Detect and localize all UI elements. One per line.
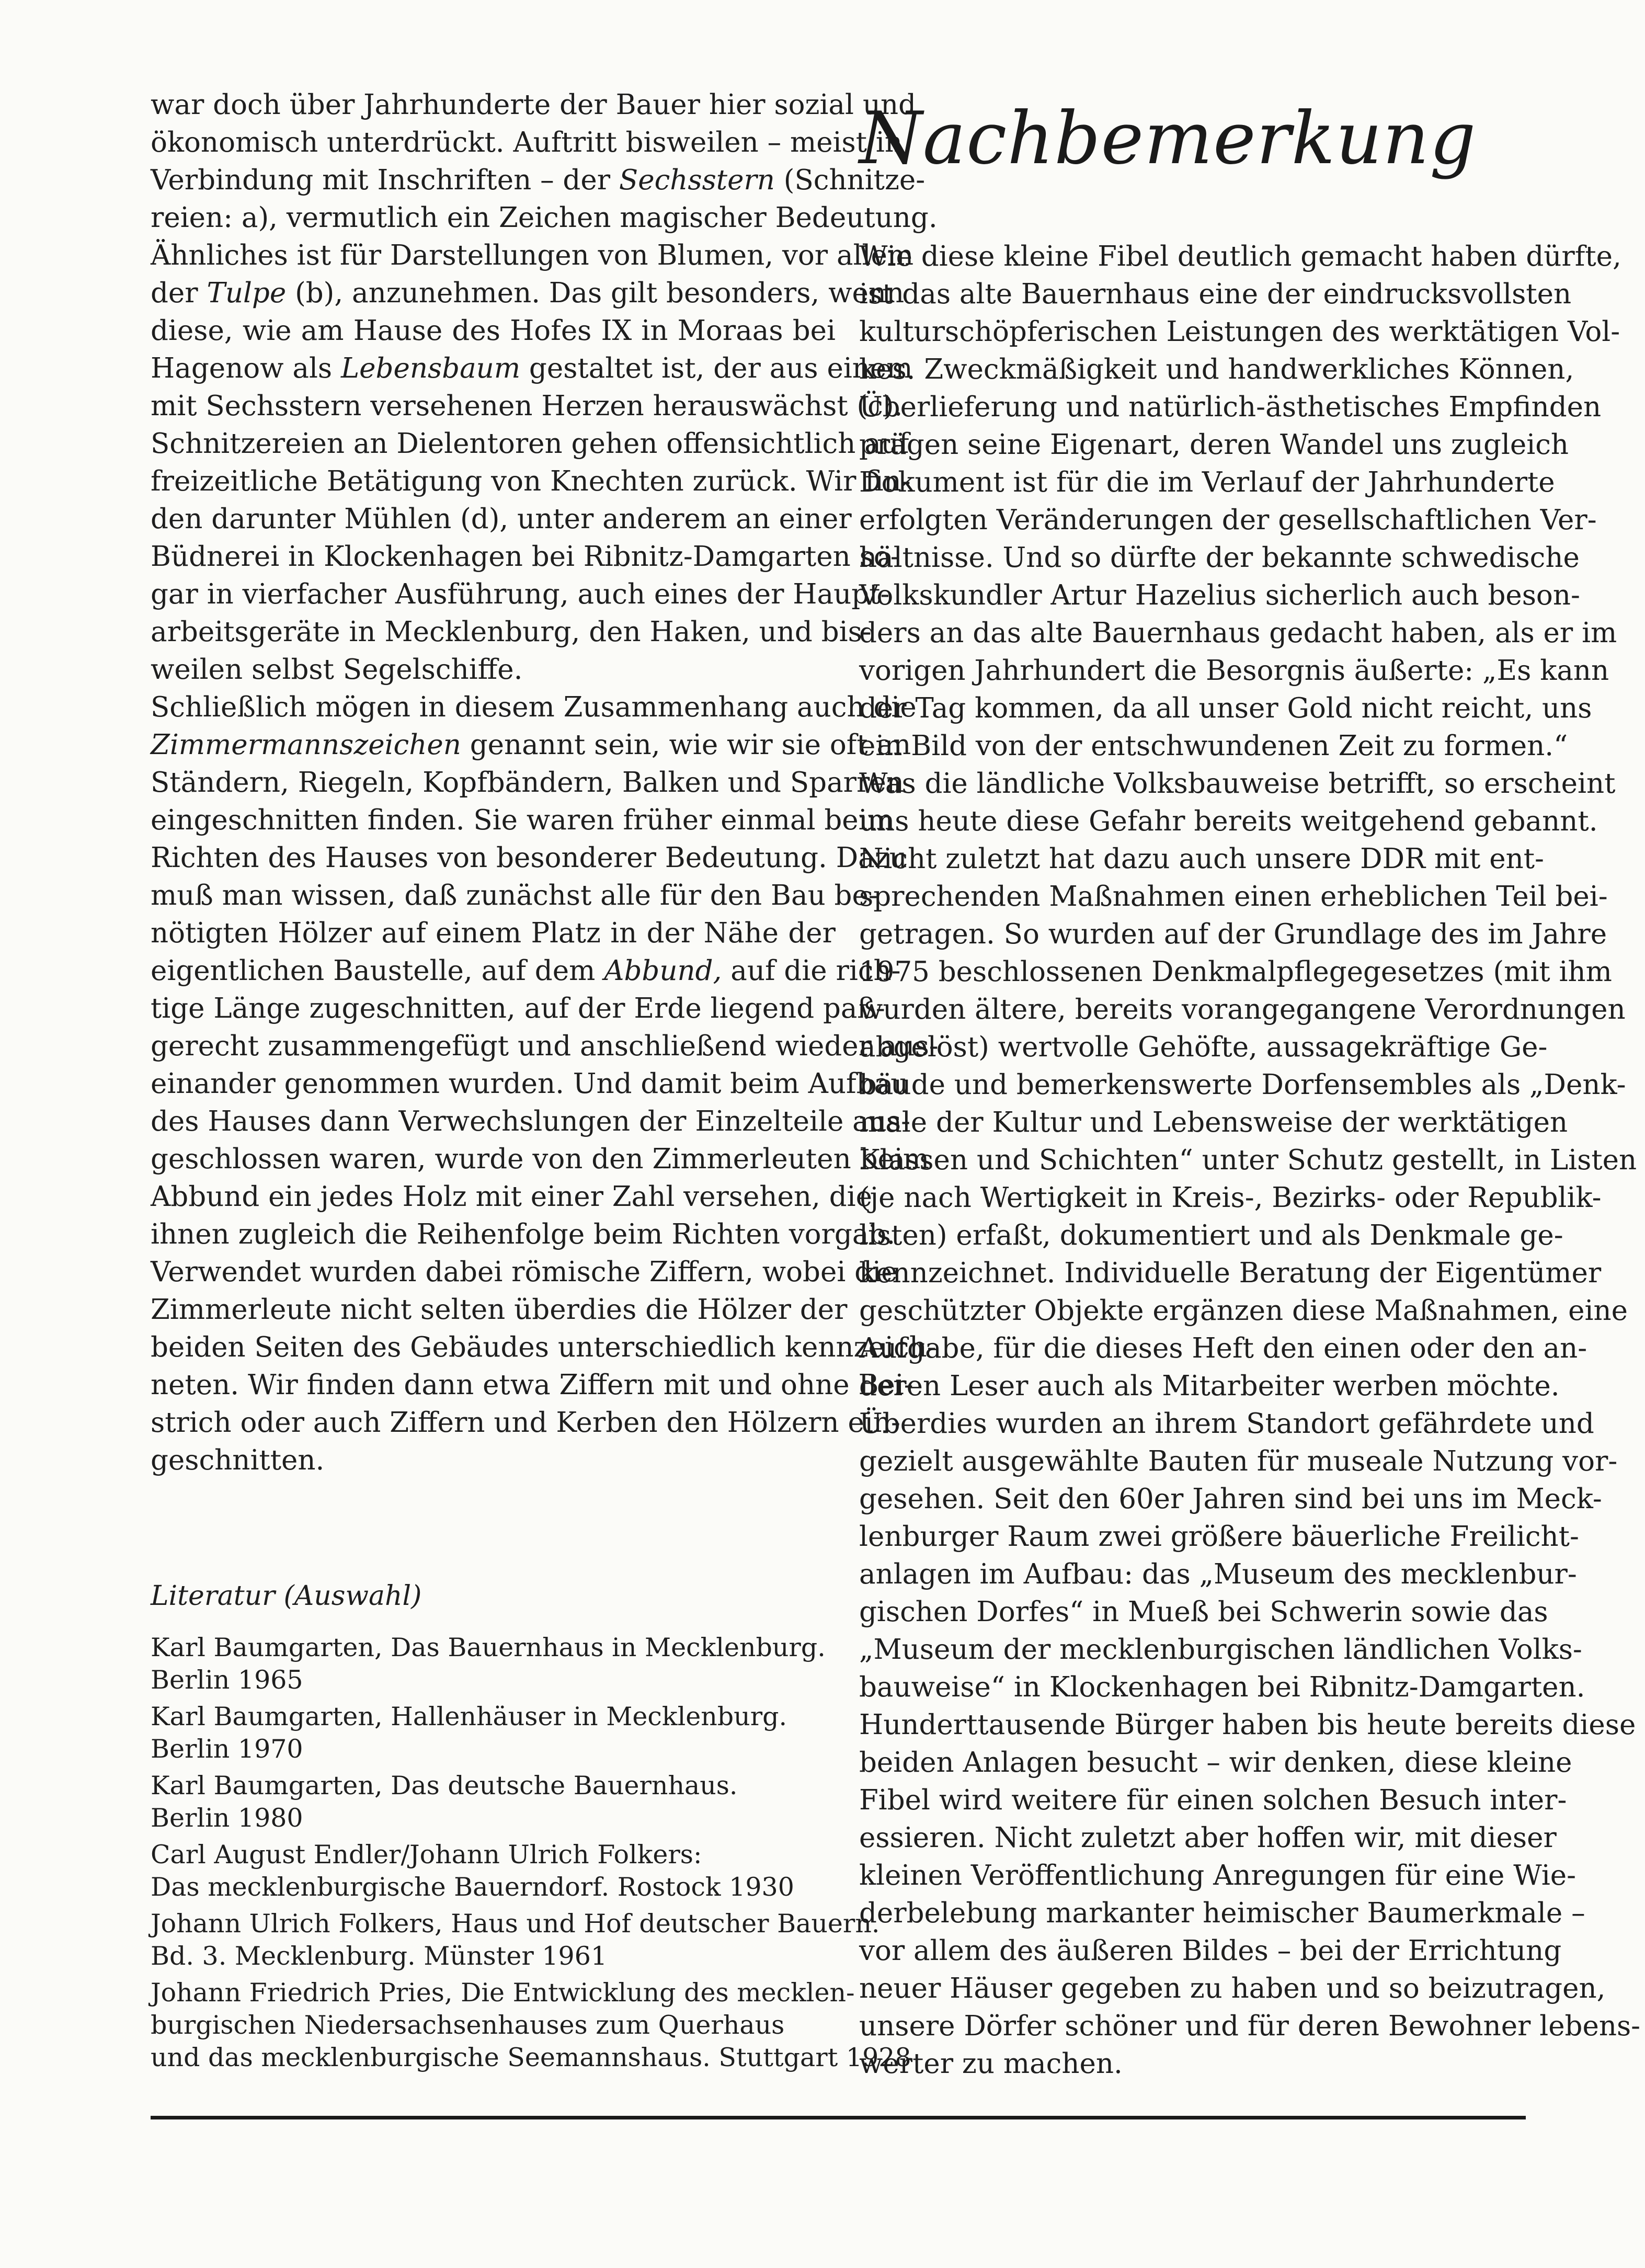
right-column-line: deren Leser auch als Mitarbeiter werben möchte. (859, 1370, 1560, 1402)
left-column-line: geschnitten. (151, 1444, 325, 1476)
left-column-line: Verbindung mit Inschriften – der Sechsstern (Schnitze- (151, 164, 926, 196)
left-column-line: beiden Seiten des Gebäudes unterschiedlich kennzeich- (151, 1331, 936, 1363)
right-column-line: Überdies wurden an ihrem Standort gefährdete und (859, 1408, 1594, 1440)
left-column-line: tige Länge zugeschnitten, auf der Erde liegend paß- (151, 993, 885, 1024)
left-column-line: Zimmerleute nicht selten überdies die Hölzer der (151, 1294, 848, 1326)
right-column-line: bauweise“ in Klockenhagen bei Ribnitz-Damgarten. (859, 1671, 1585, 1703)
left-column-line: ökonomisch unterdrückt. Auftritt bisweilen – meist in (151, 127, 903, 158)
right-column-line: geschützter Objekte ergänzen diese Maßnahmen, eine (859, 1295, 1628, 1327)
left-column-line: freizeitliche Betätigung von Knechten zurück. Wir fin- (151, 465, 911, 497)
left-column-line: ihnen zugleich die Reihenfolge beim Richten vorgab. (151, 1218, 896, 1250)
right-column-line: unsere Dörfer schöner und für deren Bewohner lebens- (859, 2010, 1641, 2042)
left-column-line: gerecht zusammengefügt und anschließend wieder aus- (151, 1030, 939, 1062)
right-column-line: ders an das alte Bauernhaus gedacht haben, als er im (859, 617, 1617, 649)
right-column-line: Fibel wird weitere für einen solchen Besuch inter- (859, 1784, 1567, 1816)
right-column-line: neuer Häuser gegeben zu haben und so beizutragen, (859, 1973, 1606, 2004)
right-column-line: lenburger Raum zwei größere bäuerliche Freilicht- (859, 1521, 1579, 1553)
right-column-text (859, 238, 1641, 2083)
right-column-line: vorigen Jahrhundert die Besorgnis äußerte: „Es kann (859, 655, 1609, 687)
literature-entry-line: Berlin 1965 (151, 1665, 303, 1695)
left-column-line: Ähnliches ist für Darstellungen von Blumen, vor allem (151, 240, 914, 271)
right-column-line: gischen Dorfes“ in Mueß bei Schwerin sowie das (859, 1596, 1548, 1628)
right-column-line: Volkskundler Artur Hazelius sicherlich auch beson- (859, 579, 1580, 611)
right-column-line: wurden ältere, bereits vorangegangene Verordnungen (859, 994, 1626, 1025)
bottom-rule (151, 2116, 1526, 2119)
right-column-line: derbelebung markanter heimischer Baumerkmale – (859, 1897, 1585, 1929)
left-column-line: strich oder auch Ziffern und Kerben den Hölzern ein- (151, 1407, 900, 1439)
literature-entry (151, 1839, 836, 1904)
left-column-line: Schnitzereien an Dielentoren gehen offensichtlich auf (151, 428, 909, 460)
right-column-line: (je nach Wertigkeit in Kreis-, Bezirks- oder Republik- (859, 1182, 1602, 1214)
literature-entry (151, 1977, 911, 2074)
right-column-line: erfolgten Veränderungen der gesellschaftlichen Ver- (859, 504, 1597, 536)
right-column-line: anlagen im Aufbau: das „Museum des mecklenbur- (859, 1558, 1577, 1590)
literature-entry (151, 1770, 836, 1834)
left-column-line: Hagenow als Lebensbaum gestaltet ist, der aus einem (151, 352, 913, 384)
literature-entry-line: Berlin 1970 (151, 1734, 303, 1764)
left-column-line: Abbund ein jedes Holz mit einer Zahl versehen, die (151, 1181, 872, 1213)
right-column-line: gezielt ausgewählte Bauten für museale Nutzung vor- (859, 1445, 1618, 1477)
literature-heading: Literatur (Auswahl) (151, 1580, 422, 1612)
left-column-line: einander genommen wurden. Und damit beim Aufbau (151, 1068, 909, 1100)
literature-entry-line: Das mecklenburgische Bauerndorf. Rostock 1930 (151, 1872, 794, 1902)
right-column-line: kennzeichnet. Individuelle Beratung der Eigentümer (859, 1257, 1602, 1289)
right-column-line: Überlieferung und natürlich-ästhetisches Empfinden (859, 391, 1602, 423)
left-column-line: Schließlich mögen in diesem Zusammenhang auch die (151, 691, 917, 723)
left-column-line: war doch über Jahrhunderte der Bauer hier sozial und (151, 89, 917, 121)
left-column-line: Verwendet wurden dabei römische Ziffern, wobei die (151, 1256, 898, 1288)
left-column-line: Büdnerei in Klockenhagen bei Ribnitz-Damgarten so- (151, 541, 900, 573)
left-column-line: weilen selbst Segelschiffe. (151, 654, 523, 686)
left-column-line: geschlossen waren, wurde von den Zimmerleuten beim (151, 1143, 930, 1175)
left-column-line: Zimmermannszeichen genannt sein, wie wir sie oft an (151, 729, 911, 761)
left-column-line: gar in vierfacher Ausführung, auch eines der Haupt- (151, 578, 890, 610)
literature-entry-line: burgischen Niedersachsenhauses zum Querhaus (151, 2010, 785, 2040)
literature-entry-line: und das mecklenburgische Seemannshaus. Stuttgart 1928 (151, 2043, 911, 2072)
right-column-line: kleinen Veröffentlichung Anregungen für eine Wie- (859, 1860, 1577, 1891)
right-column-line: hältnisse. Und so dürfte der bekannte schwedische (859, 542, 1580, 574)
right-column-line: essieren. Nicht zuletzt aber hoffen wir, mit dieser (859, 1822, 1557, 1854)
right-column-line: ist das alte Bauernhaus eine der eindrucksvollsten (859, 278, 1572, 310)
right-column-line: male der Kultur und Lebensweise der werktätigen (859, 1107, 1568, 1138)
right-column-line: prägen seine Eigenart, deren Wandel uns zugleich (859, 429, 1569, 461)
right-column-line: werter zu machen. (859, 2048, 1123, 2080)
right-column-line: ein Bild von der entschwundenen Zeit zu formen.“ (859, 730, 1568, 762)
literature-entry-line: Johann Friedrich Pries, Die Entwicklung des mecklen- (151, 1978, 855, 2008)
right-column-line: listen) erfaßt, dokumentiert und als Denkmale ge- (859, 1220, 1563, 1251)
right-column-line: gesehen. Seit den 60er Jahren sind bei uns im Meck- (859, 1483, 1602, 1515)
literature-entry (151, 1701, 836, 1765)
right-column-line: Dokument ist für die im Verlauf der Jahrhunderte (859, 466, 1555, 498)
right-column-line: der Tag kommen, da all unser Gold nicht reicht, uns (859, 692, 1592, 724)
literature-entry-line: Karl Baumgarten, Das deutsche Bauernhaus. (151, 1771, 738, 1800)
right-column-line: Nicht zuletzt hat dazu auch unsere DDR mit ent- (859, 843, 1544, 875)
right-column-line: Aufgabe, für die dieses Heft den einen oder den an- (859, 1332, 1587, 1364)
left-column-line: diese, wie am Hause des Hofes IX in Moraas bei (151, 315, 836, 347)
right-column-line: sprechenden Maßnahmen einen erheblichen Teil bei- (859, 881, 1608, 913)
left-column-line: eigentlichen Baustelle, auf dem Abbund, auf die rich- (151, 955, 901, 987)
left-column-line: des Hauses dann Verwechslungen der Einzelteile aus- (151, 1105, 910, 1137)
right-column-line: bäude und bemerkenswerte Dorfensembles als „Denk- (859, 1069, 1626, 1101)
literature-list (151, 1632, 911, 2078)
right-column-line: Klassen und Schichten“ unter Schutz gestellt, in Listen (859, 1144, 1637, 1176)
literature-entry-line: Berlin 1980 (151, 1803, 303, 1833)
left-column-text (151, 86, 939, 1479)
right-column-line: vor allem des äußeren Bildes – bei der Errichtung (859, 1935, 1562, 1967)
right-column-line: Was die ländliche Volksbauweise betrifft, so erscheint (859, 768, 1616, 800)
right-column-line: getragen. So wurden auf der Grundlage des im Jahre (859, 918, 1607, 950)
right-column-line: kulturschöpferischen Leistungen des werktätigen Vol- (859, 316, 1620, 348)
right-column-line: uns heute diese Gefahr bereits weitgehend gebannt. (859, 805, 1598, 837)
left-column-line: mit Sechsstern versehenen Herzen herauswächst (c). (151, 390, 903, 422)
literature-entry (151, 1908, 880, 1973)
right-column-line: Hunderttausende Bürger haben bis heute bereits diese (859, 1709, 1636, 1741)
literature-entry-line: Bd. 3. Mecklenburg. Münster 1961 (151, 1941, 608, 1971)
left-column-line: Richten des Hauses von besonderer Bedeutung. Dazu (151, 842, 907, 874)
left-column-line: muß man wissen, daß zunächst alle für den Bau be- (151, 880, 878, 911)
literature-entry (151, 1632, 836, 1696)
left-column-line: eingeschnitten finden. Sie waren früher einmal beim (151, 804, 894, 836)
literature-entry-line: Johann Ulrich Folkers, Haus und Hof deutscher Bauern. (151, 1909, 880, 1939)
left-column-line: nötigten Hölzer auf einem Platz in der Nähe der (151, 917, 836, 949)
left-column-line: arbeitsgeräte in Mecklenburg, den Haken, und bis- (151, 616, 872, 648)
left-column-line: reien: a), vermutlich ein Zeichen magischer Bedeutung. (151, 202, 938, 234)
right-column-line: beiden Anlagen besucht – wir denken, diese kleine (859, 1747, 1572, 1779)
left-column-line: der Tulpe (b), anzunehmen. Das gilt besonders, wenn (151, 277, 905, 309)
left-column-line: Ständern, Riegeln, Kopfbändern, Balken und Sparren (151, 767, 904, 799)
section-heading: Nachbemerkung (859, 96, 1477, 180)
literature-entry-line: Carl August Endler/Johann Ulrich Folkers: (151, 1840, 702, 1870)
right-column-line: Wie diese kleine Fibel deutlich gemacht haben dürfte, (859, 241, 1621, 272)
left-column-line: den darunter Mühlen (d), unter anderem an einer (151, 503, 852, 535)
right-column-line: kes. Zweckmäßigkeit und handwerkliches Können, (859, 354, 1574, 385)
right-column-line: „Museum der mecklenburgischen ländlichen Volks- (859, 1634, 1582, 1666)
left-column-line: neten. Wir finden dann etwa Ziffern mit und ohne Bei- (151, 1369, 913, 1401)
right-column-line: 1975 beschlossenen Denkmalpflegegesetzes (mit ihm (859, 956, 1612, 988)
literature-entry-line: Karl Baumgarten, Hallenhäuser in Mecklenburg. (151, 1702, 787, 1731)
literature-entry-line: Karl Baumgarten, Das Bauernhaus in Mecklenburg. (151, 1633, 826, 1662)
right-column-line: abgelöst) wertvolle Gehöfte, aussagekräftige Ge- (859, 1031, 1548, 1063)
